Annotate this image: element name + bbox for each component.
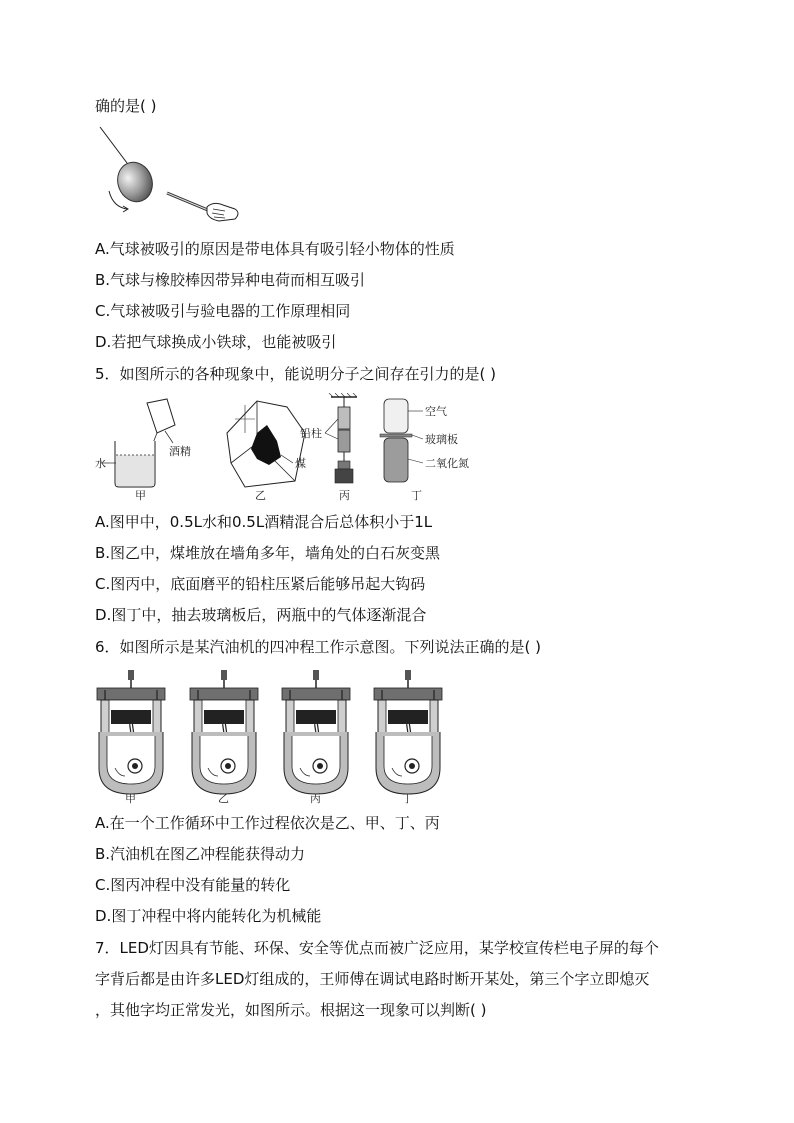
q6-option-d: D.图丁冲程中将内能转化为机械能 — [95, 907, 322, 925]
caption-bing: 丙 — [339, 489, 350, 502]
q6-stem: 6．如图所示是某汽油机的四冲程工作示意图。下列说法正确的是( ) — [95, 638, 542, 656]
hand-icon — [207, 203, 238, 221]
q5-fig-jia — [95, 399, 191, 502]
label-alcohol: 酒精 — [169, 445, 191, 458]
engine-diagram-ding — [374, 670, 442, 794]
q4-option-c: C.气球被吸引与验电器的工作原理相同 — [95, 302, 351, 320]
q5-fig-ding — [380, 399, 469, 502]
engine-caption-ding: 丁 — [402, 792, 413, 805]
q7-line-2: 字背后都是由许多LED灯组成的，王师傅在调试电路时断开某处，第三个字立即熄灭 — [95, 970, 650, 988]
label-coal: 煤 — [295, 457, 306, 470]
q7-line-1: 7．LED灯因具有节能、环保、安全等优点而被广泛应用，某学校宣传栏电子屏的每个 — [95, 939, 659, 957]
label-no2: 二氧化氮 — [425, 457, 469, 470]
label-water: 水 — [95, 457, 106, 470]
caption-yi: 乙 — [255, 489, 266, 502]
q4-balloon-figure — [95, 125, 255, 230]
engine-caption-yi: 乙 — [218, 792, 229, 805]
q5-option-d: D.图丁中，抽去玻璃板后，两瓶中的气体逐渐混合 — [95, 606, 427, 624]
q4-option-a: A.气球被吸引的原因是带电体具有吸引轻小物体的性质 — [95, 240, 455, 258]
caption-ding: 丁 — [411, 489, 422, 502]
q6-engine-figure — [95, 668, 455, 806]
q4-stem-tail: 确的是( ) — [95, 97, 157, 115]
engine-diagram — [97, 670, 165, 794]
q7-line-3: ，其他字均正常发光，如图所示。根据这一现象可以判断( ) — [95, 1001, 487, 1019]
engine-caption-bing: 丙 — [310, 792, 321, 805]
engine-caption-jia: 甲 — [125, 792, 136, 805]
q6-option-a: A.在一个工作循环中工作过程依次是乙、甲、丁、丙 — [95, 814, 440, 832]
caption-jia: 甲 — [135, 489, 146, 502]
label-lead: 铅柱 — [300, 427, 322, 440]
label-air: 空气 — [425, 405, 447, 418]
q5-stem: 5．如图所示的各种现象中，能说明分子之间存在引力的是( ) — [95, 365, 497, 383]
q6-option-b: B.汽油机在图乙冲程能获得动力 — [95, 845, 306, 863]
q5-fig-bing — [300, 393, 357, 502]
engine-diagram-yi — [190, 670, 258, 794]
q5-option-c: C.图丙中，底面磨平的铅柱压紧后能够吊起大钩码 — [95, 575, 426, 593]
balloon — [112, 157, 158, 206]
q6-option-c: C.图丙冲程中没有能量的转化 — [95, 876, 291, 894]
q5-option-b: B.图乙中，煤堆放在墙角多年，墙角处的白石灰变黑 — [95, 544, 441, 562]
q5-figure — [95, 393, 485, 503]
q5-fig-yi — [227, 401, 306, 502]
engine-diagram-bing — [282, 670, 350, 794]
label-glass: 玻璃板 — [425, 433, 458, 446]
q4-option-b: B.气球与橡胶棒因带异种电荷而相互吸引 — [95, 271, 366, 289]
q5-option-a: A.图甲中，0.5L水和0.5L酒精混合后总体积小于1L — [95, 513, 433, 531]
q4-option-d: D.若把气球换成小铁球，也能被吸引 — [95, 333, 337, 351]
